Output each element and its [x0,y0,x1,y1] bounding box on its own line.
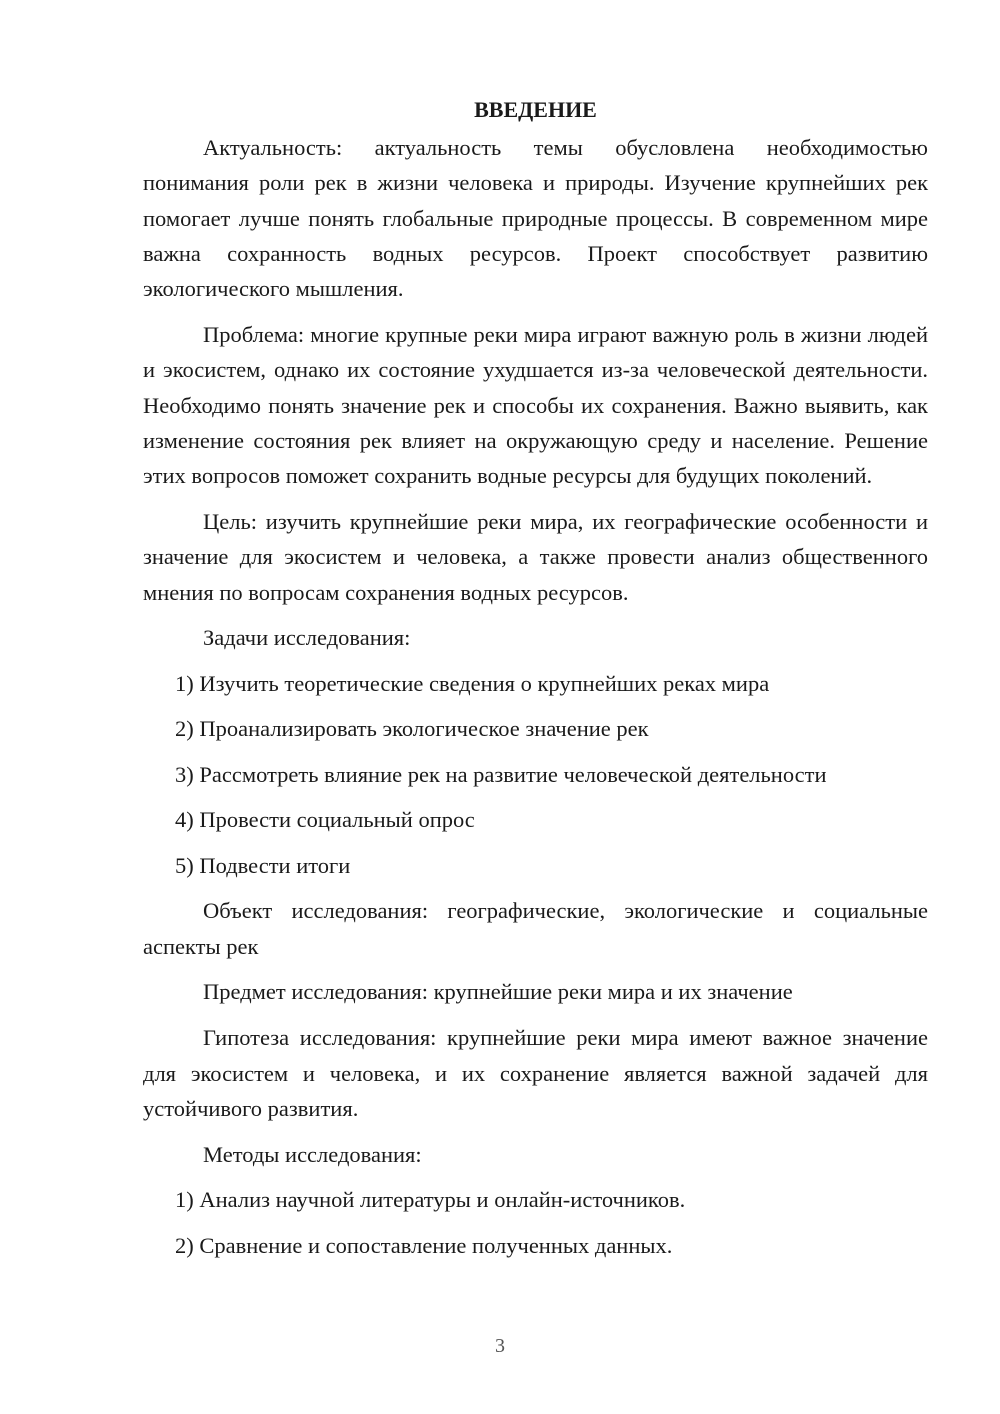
object-paragraph: Объект исследования: географические, экологические и социальные аспекты рек [143,898,928,959]
methods-list [143,1182,928,1263]
tasks-title: Задачи исследования: [203,625,411,651]
goal-paragraph: Цель: изучить крупнейшие реки мира, их географические особенности и значение для экосистем и человека, а также провести анализ общественного мнения по вопросам сохранения водных ресурсов. [143,508,928,605]
subject-paragraph: Предмет исследования: крупнейшие реки мира и их значение [203,979,793,1005]
tasks-list [143,666,928,883]
problem-paragraph: Проблема: многие крупные реки мира играют важную роль в жизни людей и экосистем, однако их состояние ухудшается из-за человеческой деятельности. Необходимо понять значение рек и способы их сохранения. Важно выявить, как изменение состояния рек влияет на окружающую среду и население. Решение этих вопросов поможет сохранить водные ресурсы для будущих поколений. [143,321,928,489]
list-item: 5) Подвести итоги [175,852,351,878]
list-item: 4) Провести социальный опрос [175,807,475,833]
list-item: 2) Проанализировать экологическое значение рек [175,716,649,742]
hypothesis-paragraph: Гипотеза исследования: крупнейшие реки мира имеют важное значение для экосистем и человека, и их сохранение является важной задачей для устойчивого развития. [143,1025,928,1121]
section-heading: ВВЕДЕНИЕ [474,97,597,122]
page-content [143,92,928,1273]
list-item: 1) Анализ научной литературы и онлайн-источников. [175,1187,686,1213]
page-number: 3 [495,1335,505,1357]
methods-title: Методы исследования: [203,1141,422,1167]
relevance-paragraph: Актуальность: актуальность темы обусловлена необходимостью понимания роли рек в жизни человека и природы. Изучение крупнейших рек помогает лучше понять глобальные природные процессы. В современном мире важна сохранность водных ресурсов. Проект способствует развитию экологического мышления. [143,135,928,302]
list-item: 3) Рассмотреть влияние рек на развитие человеческой деятельности [175,761,827,787]
list-item: 1) Изучить теоретические сведения о крупнейших реках мира [175,670,770,696]
list-item: 2) Сравнение и сопоставление полученных данных. [175,1232,673,1258]
